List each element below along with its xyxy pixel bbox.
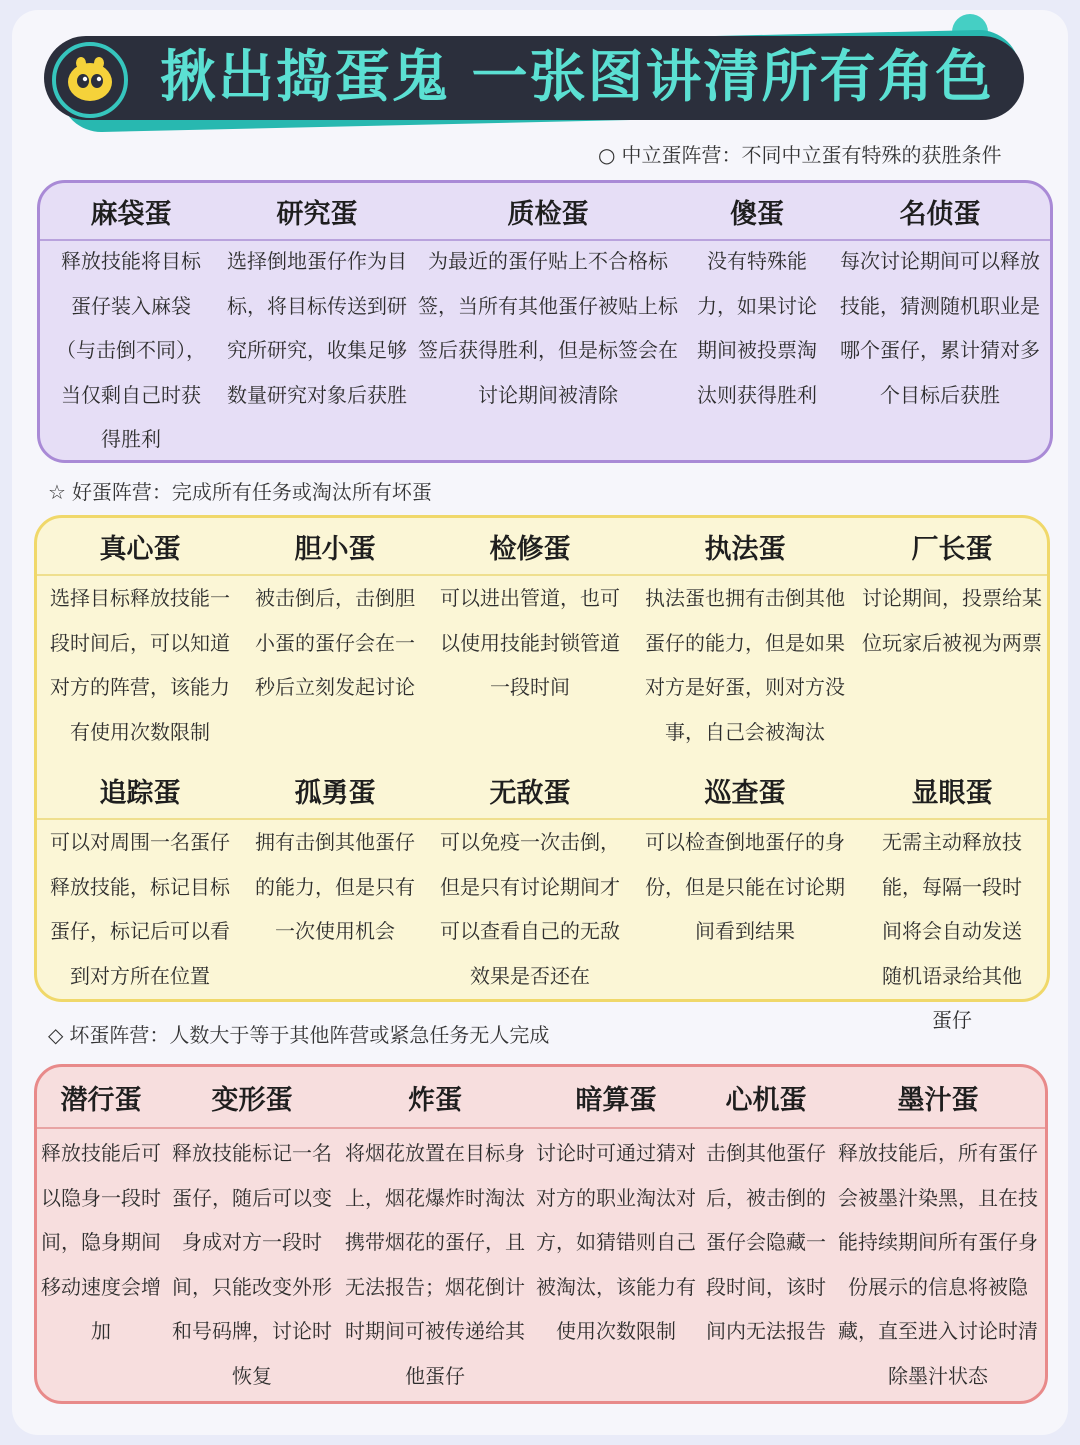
role-description: 无需主动释放技能，每隔一段时间将会自动发送随机语录给其他蛋仔 xyxy=(882,830,1022,1032)
role-description: 讨论时可通过猜对对方的职业淘汰对方，如猜错则自己被淘汰，该能力有使用次数限制 xyxy=(536,1141,696,1343)
role-description: 拥有击倒其他蛋仔的能力，但是只有一次使用机会 xyxy=(255,830,415,943)
role-name: 真心蛋 xyxy=(99,533,181,565)
role-description: 将烟花放置在目标身上，烟花爆炸时淘汰携带烟花的蛋仔，且无法报告；烟花倒计时期间可被传递给其他蛋仔 xyxy=(345,1141,525,1388)
role-name: 显眼蛋 xyxy=(911,777,993,809)
table-row xyxy=(37,576,1047,754)
role-name: 炸蛋 xyxy=(408,1084,462,1116)
bad-section-label: ◇ 坏蛋阵营：人数大于等于其他阵营或紧急任务无人完成 xyxy=(48,1023,550,1047)
table-header-row xyxy=(40,183,1050,241)
role-name: 麻袋蛋 xyxy=(90,198,172,230)
table-header-row xyxy=(37,762,1047,820)
role-description: 讨论期间，投票给某位玩家后被视为两票 xyxy=(862,586,1042,655)
role-description: 可以对周围一名蛋仔释放技能，标记目标蛋仔，标记后可以看到对方所在位置 xyxy=(50,830,230,988)
role-description: 为最近的蛋仔贴上不合格标签，当所有其他蛋仔被贴上标签后获得胜利，但是标签会在讨论期间被清除 xyxy=(418,249,678,407)
role-name: 暗算蛋 xyxy=(575,1084,657,1116)
role-description: 释放技能后可以隐身一段时间，隐身期间移动速度会增加 xyxy=(41,1141,161,1343)
page-title: 揪出捣蛋鬼 一张图讲清所有角色 xyxy=(160,45,994,110)
role-name: 心机蛋 xyxy=(725,1084,807,1116)
table-header-row xyxy=(37,518,1047,576)
egg-mascot-icon xyxy=(52,42,128,118)
neutral-section-label: ○ 中立蛋阵营：不同中立蛋有特殊的获胜条件 xyxy=(598,143,1002,167)
bad-roles-table xyxy=(34,1064,1048,1404)
circle-icon: ○ xyxy=(598,143,616,167)
table-header-row xyxy=(37,1067,1045,1129)
table-row xyxy=(40,239,1050,462)
role-name: 质检蛋 xyxy=(507,198,589,230)
role-name: 名侦蛋 xyxy=(899,198,981,230)
role-name: 胆小蛋 xyxy=(294,533,376,565)
star-icon: ☆ xyxy=(48,480,66,504)
role-name: 研究蛋 xyxy=(276,198,358,230)
role-description: 被击倒后，击倒胆小蛋的蛋仔会在一秒后立刻发起讨论 xyxy=(255,586,415,699)
role-name: 追踪蛋 xyxy=(99,777,181,809)
table-row xyxy=(37,820,1047,1043)
role-name: 执法蛋 xyxy=(704,533,786,565)
role-description: 可以免疫一次击倒，但是只有讨论期间才可以查看自己的无敌效果是否还在 xyxy=(440,830,620,988)
good-section-label: ☆ 好蛋阵营：完成所有任务或淘汰所有坏蛋 xyxy=(48,480,432,504)
role-description: 击倒其他蛋仔后，被击倒的蛋仔会隐藏一段时间，该时间内无法报告 xyxy=(706,1141,826,1343)
role-description: 选择倒地蛋仔作为目标，将目标传送到研究所研究，收集足够数量研究对象后获胜 xyxy=(227,249,407,407)
role-description: 可以进出管道，也可以使用技能封锁管道一段时间 xyxy=(440,586,620,699)
role-name: 无敌蛋 xyxy=(489,777,571,809)
role-description: 没有特殊能力，如果讨论期间被投票淘汰则获得胜利 xyxy=(697,249,817,407)
neutral-roles-table xyxy=(37,180,1053,463)
role-description: 执法蛋也拥有击倒其他蛋仔的能力，但是如果对方是好蛋，则对方没事，自己会被淘汰 xyxy=(645,586,845,744)
role-description: 释放技能将目标蛋仔装入麻袋（与击倒不同），当仅剩自己时获得胜利 xyxy=(56,249,206,451)
role-name: 厂长蛋 xyxy=(911,533,993,565)
role-name: 巡查蛋 xyxy=(704,777,786,809)
role-description: 选择目标释放技能一段时间后，可以知道对方的阵营，该能力有使用次数限制 xyxy=(50,586,230,744)
role-name: 孤勇蛋 xyxy=(294,777,376,809)
role-description: 释放技能标记一名蛋仔，随后可以变身成对方一段时间，只能改变外形和号码牌，讨论时恢复 xyxy=(172,1141,332,1388)
good-roles-table xyxy=(34,515,1050,1032)
role-name: 墨汁蛋 xyxy=(897,1084,979,1116)
diamond-icon: ◇ xyxy=(48,1023,64,1047)
role-description: 可以检查倒地蛋仔的身份，但是只能在讨论期间看到结果 xyxy=(645,830,845,943)
table-row xyxy=(37,1131,1045,1398)
role-description: 每次讨论期间可以释放技能，猜测随机职业是哪个蛋仔，累计猜对多个目标后获胜 xyxy=(840,249,1040,407)
role-name: 检修蛋 xyxy=(489,533,571,565)
role-name: 变形蛋 xyxy=(211,1084,293,1116)
role-description: 释放技能后，所有蛋仔会被墨汁染黑，且在技能持续期间所有蛋仔身份展示的信息将被隐藏，直至进入讨论时清除墨汁状态 xyxy=(838,1141,1038,1388)
role-name: 傻蛋 xyxy=(730,198,784,230)
role-name: 潜行蛋 xyxy=(60,1084,142,1116)
